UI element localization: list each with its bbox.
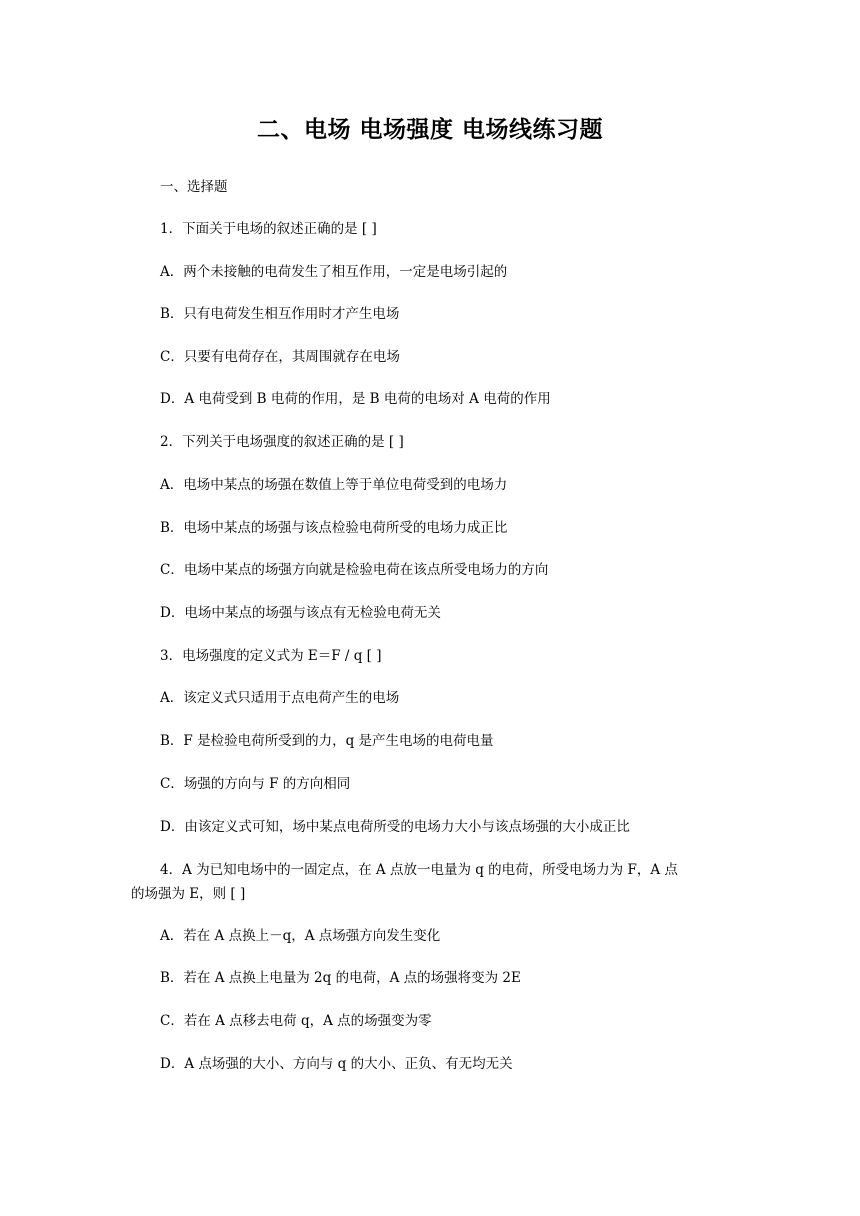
page-title: 二、电场 电场强度 电场线练习题 bbox=[256, 117, 603, 143]
question-2-option-c: C．电场中某点的场强方向就是检验电荷在该点所受电场力的方向 bbox=[160, 562, 549, 578]
question-3-option-a: A．该定义式只适用于点电荷产生的电场 bbox=[160, 690, 400, 706]
question-1-option-b: B．只有电荷发生相互作用时才产生电场 bbox=[160, 306, 400, 322]
question-2-option-a: A．电场中某点的场强在数值上等于单位电荷受到的电场力 bbox=[160, 477, 508, 493]
section-heading: 一、选择题 bbox=[160, 179, 228, 195]
question-2-stem: 2．下列关于电场强度的叙述正确的是 [ ] bbox=[160, 434, 404, 450]
question-4-option-c: C．若在 A 点移去电荷 q，A 点的场强变为零 bbox=[160, 1013, 432, 1029]
question-3-option-d: D．由该定义式可知，场中某点电荷所受的电场力大小与该点场强的大小成正比 bbox=[160, 819, 630, 835]
question-1-option-c: C．只要有电荷存在，其周围就存在电场 bbox=[160, 349, 400, 365]
question-4-stem-line-2: 的场强为 E，则 [ ] bbox=[131, 886, 246, 902]
question-1-option-d: D．A 电荷受到 B 电荷的作用，是 B 电荷的电场对 A 电荷的作用 bbox=[160, 391, 551, 407]
question-3-option-b: B．F 是检验电荷所受到的力，q 是产生电场的电荷电量 bbox=[160, 733, 494, 749]
question-4-option-b: B．若在 A 点换上电量为 2q 的电荷，A 点的场强将变为 2E bbox=[160, 970, 521, 986]
question-1-stem: 1．下面关于电场的叙述正确的是 [ ] bbox=[160, 221, 377, 237]
question-2-option-d: D．电场中某点的场强与该点有无检验电荷无关 bbox=[160, 605, 441, 621]
question-3-stem: 3．电场强度的定义式为 E＝F / q [ ] bbox=[160, 648, 382, 664]
question-3-option-c: C．场强的方向与 F 的方向相同 bbox=[160, 776, 351, 792]
question-4-stem-line-1: 4．A 为已知电场中的一固定点，在 A 点放一电量为 q 的电荷，所受电场力为 F，A 点 bbox=[160, 862, 678, 878]
question-4-option-a: A．若在 A 点换上－q，A 点场强方向发生变化 bbox=[160, 928, 441, 944]
question-2-option-b: B．电场中某点的场强与该点检验电荷所受的电场力成正比 bbox=[160, 520, 508, 536]
question-4-option-d: D．A 点场强的大小、方向与 q 的大小、正负、有无均无关 bbox=[160, 1056, 513, 1072]
question-1-option-a: A．两个未接触的电荷发生了相互作用，一定是电场引起的 bbox=[160, 264, 508, 280]
